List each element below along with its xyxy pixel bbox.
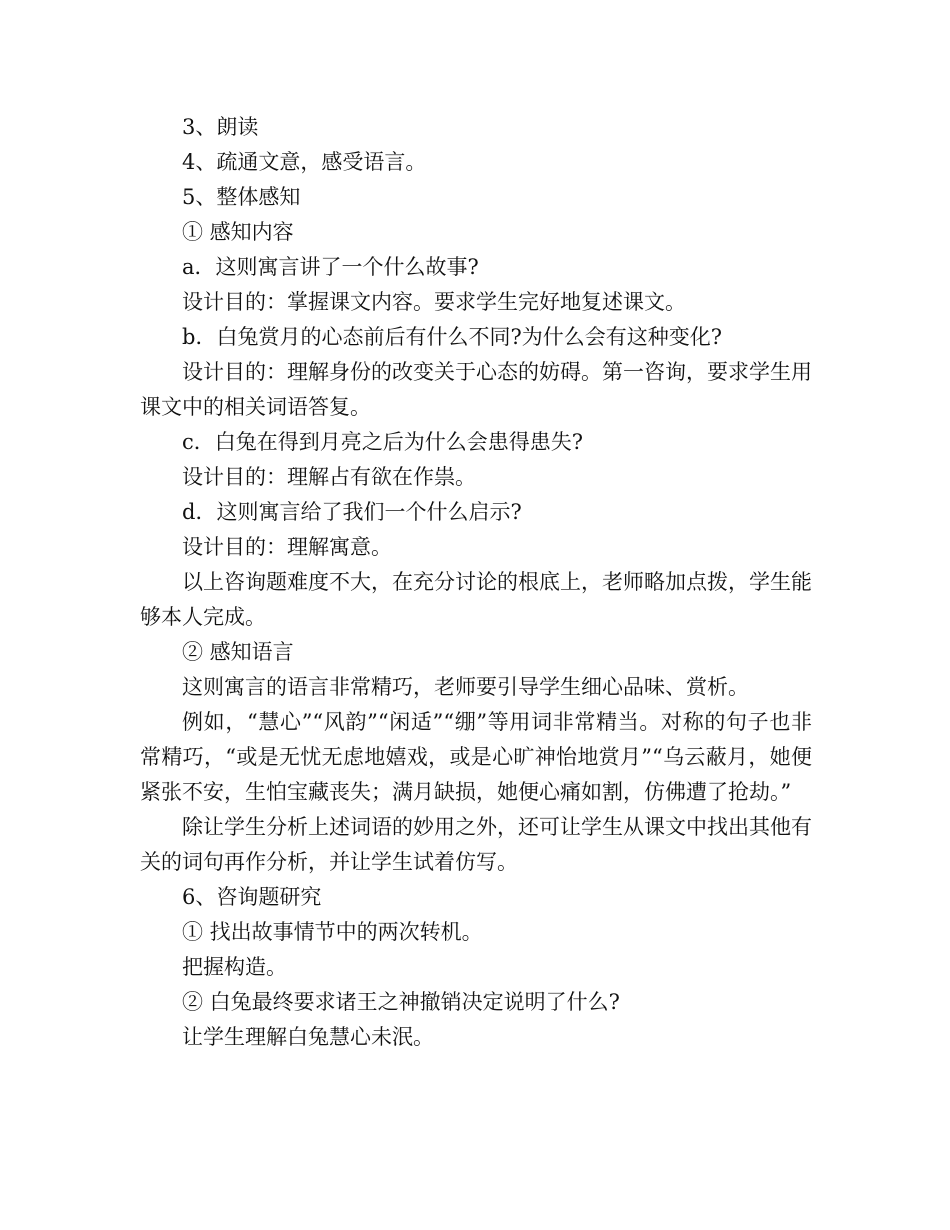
question-d: d．这则寓言给了我们一个什么启示? [182,500,522,524]
research-note-2: 让学生理解白兔慧心未泯。 [182,1025,434,1049]
design-purpose-b: 设计目的：理解身份的改变关于心态的妨碍。第一咨询，要求学生用课文中的相关词语答复。 [140,360,812,419]
research-item-2: ② 白兔最终要求诸王之神撤销决定说明了什么? [182,990,620,1014]
design-purpose-d: 设计目的：理解寓意。 [182,535,392,559]
examples-paragraph: 例如，“慧心”“风韵”“闲适”“绷”等用词非常精当。对称的句子也非常精巧，“或是无忧无虑地嬉戏，或是心旷神怡地赏月”“乌云蔽月，她便紧张不安，生怕宝藏丧失；满月缺损，她便心痛如割，仿佛遭了抢劫。” [140,710,812,804]
heading-understand-text: 4、疏通文意，感受语言。 [182,150,427,174]
document-body [140,110,812,1055]
research-item-1: ① 找出故事情节中的两次转机。 [182,920,483,944]
research-note-1: 把握构造。 [182,955,287,979]
heading-reading: 3、朗读 [182,115,259,139]
summary-paragraph: 以上咨询题难度不大，在充分讨论的根底上，老师略加点拨，学生能够本人完成。 [140,570,812,629]
question-b: b．白兔赏月的心态前后有什么不同?为什么会有这种变化? [182,325,722,349]
analysis-paragraph: 除让学生分析上述词语的妙用之外，还可让学生从课文中找出其他有关的词句再作分析，并让学生试着仿写。 [140,815,812,874]
heading-question-research: 6、咨询题研究 [182,885,322,909]
subheading-perceive-language: ② 感知语言 [182,640,294,664]
design-purpose-c: 设计目的：理解占有欲在作祟。 [182,465,476,489]
question-c: c．白兔在得到月亮之后为什么会患得患失? [182,430,584,454]
language-intro-paragraph: 这则寓言的语言非常精巧，老师要引导学生细心品味、赏析。 [182,675,749,699]
subheading-perceive-content: ① 感知内容 [182,220,294,244]
design-purpose-a: 设计目的：掌握课文内容。要求学生完好地复述课文。 [182,290,686,314]
heading-overall-perception: 5、整体感知 [182,185,301,209]
question-a: a．这则寓言讲了一个什么故事? [182,255,479,279]
